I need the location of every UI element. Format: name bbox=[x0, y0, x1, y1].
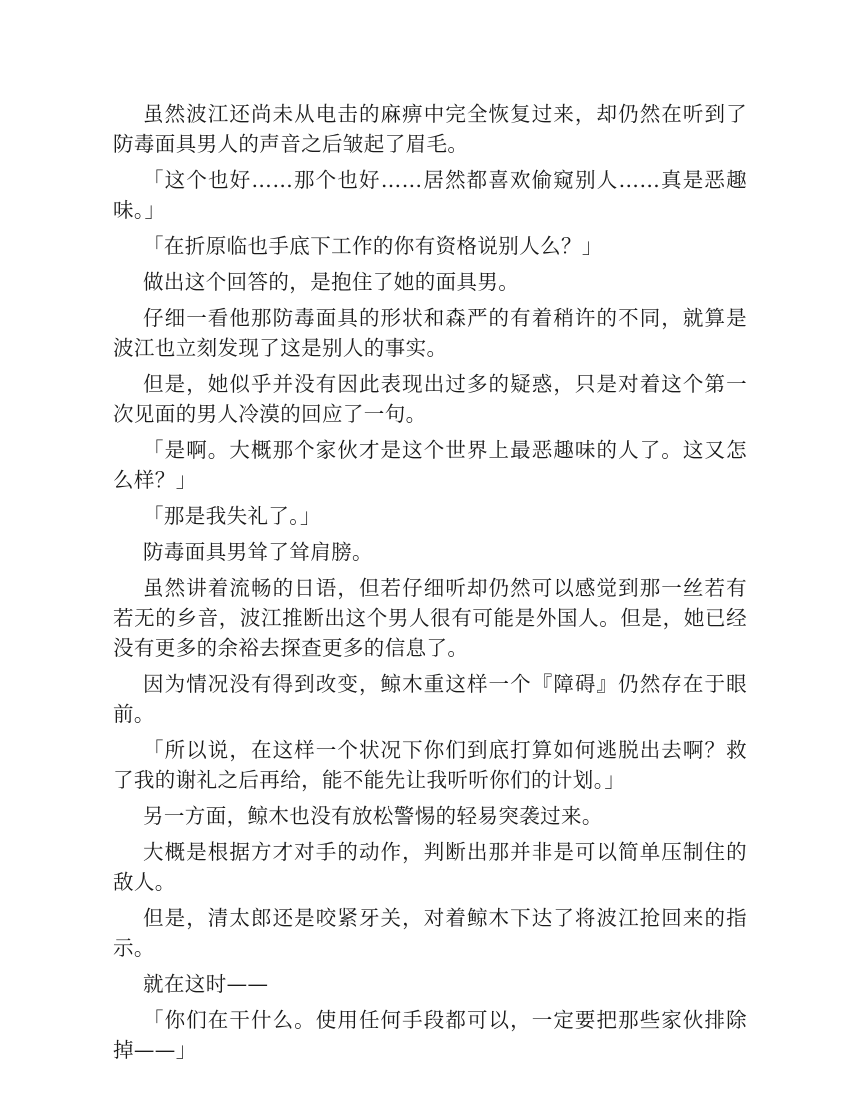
paragraph: 但是，她似乎并没有因此表现出过多的疑惑，只是对着这个第一次见面的男人冷漠的回应了一句。 bbox=[113, 372, 747, 426]
paragraph: 做出这个回答的，是抱住了她的面具男。 bbox=[143, 270, 520, 294]
paragraph: 另一方面，鲸木也没有放松警惕的轻易突袭过来。 bbox=[143, 804, 603, 828]
document-page bbox=[113, 99, 747, 1071]
paragraph: 「那是我失礼了。」 bbox=[143, 504, 321, 528]
paragraph: 虽然波江还尚未从电击的麻痹中完全恢复过来，却仍然在听到了防毒面具男人的声音之后皱起了眉毛。 bbox=[113, 102, 747, 156]
paragraph: 虽然讲着流畅的日语，但若仔细听却仍然可以感觉到那一丝若有若无的乡音，波江推断出这个男人很有可能是外国人。但是，她已经没有更多的余裕去探查更多的信息了。 bbox=[113, 576, 747, 660]
paragraph: 「在折原临也手底下工作的你有资格说别人么？」 bbox=[143, 234, 603, 258]
paragraph: 「你们在干什么。使用任何手段都可以，一定要把那些家伙排除掉——」 bbox=[113, 1008, 747, 1062]
paragraph: 因为情况没有得到改变，鲸木重这样一个『障碍』仍然存在于眼前。 bbox=[113, 672, 747, 726]
paragraph: 防毒面具男耸了耸肩膀。 bbox=[143, 540, 373, 564]
paragraph: 大概是根据方才对手的动作，判断出那并非是可以简单压制住的敌人。 bbox=[113, 840, 747, 894]
paragraph: 「所以说，在这样一个状况下你们到底打算如何逃脱出去啊？救了我的谢礼之后再给，能不能先让我听听你们的计划。」 bbox=[113, 738, 747, 792]
paragraph: 就在这时—— bbox=[143, 972, 269, 996]
paragraph: 仔细一看他那防毒面具的形状和森严的有着稍许的不同，就算是波江也立刻发现了这是别人的事实。 bbox=[113, 306, 747, 360]
paragraph: 但是，清太郎还是咬紧牙关，对着鲸木下达了将波江抢回来的指示。 bbox=[113, 906, 747, 960]
paragraph: 「是啊。大概那个家伙才是这个世界上最恶趣味的人了。这又怎么样？」 bbox=[113, 438, 747, 492]
paragraph: 「这个也好……那个也好……居然都喜欢偷窥别人……真是恶趣味。」 bbox=[113, 168, 747, 222]
